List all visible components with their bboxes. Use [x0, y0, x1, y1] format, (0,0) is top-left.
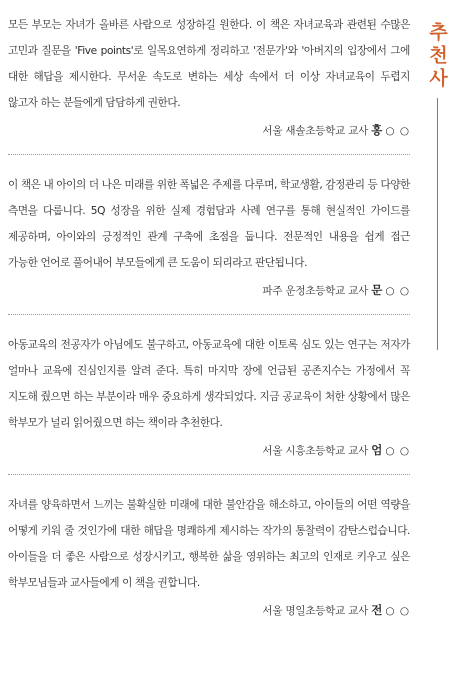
recommender-masked-name: ○ ○: [385, 125, 410, 137]
recommender-affiliation: 서울 명일초등학교 교사: [262, 605, 369, 617]
dotted-divider: [8, 474, 410, 475]
recommender-masked-name: ○ ○: [385, 285, 410, 297]
recommender-affiliation: 파주 운정초등학교 교사: [262, 285, 369, 297]
recommendation-text: 자녀를 양육하면서 느끼는 불확실한 미래에 대한 불안감을 해소하고, 아이들의 어떤 역량을 어떻게 키워 줄 것인가에 대한 해답을 명쾌하게 제시하는 작가의 통찰력이 감탄스럽습니다. 아이들을 더 좋은 사람으로 성장시키고, 행복한 삶을 영위하는 최고의 인재로 키우고 싶은 학부모님들과 교사들에게 이 책을 권합니다.: [8, 499, 410, 589]
recommendation-text: 이 책은 내 아이의 더 나은 미래를 위한 폭넓은 주제를 다루며, 학교생활, 감정관리 등 다양한 측면을 다룹니다. 5Q 성장을 위한 실제 경험담과 사례 연구를 통해 현실적인 가이드를 제공하며, 아이와의 긍정적인 관계 구축에 초점을 둡니다. 전문적인 내용을 쉽게 접근 가능한 언어로 풀어내어 부모들에게 큰 도움이 되리라고 판단됩니다.: [8, 179, 410, 269]
recommender-signature: [8, 282, 410, 299]
recommender-masked-name: ○ ○: [385, 445, 410, 457]
recommendation-2: [8, 172, 410, 299]
recommender-surname: 엄: [371, 443, 383, 457]
recommender-affiliation: 서울 새솔초등학교 교사: [262, 125, 369, 137]
recommendations-list: [8, 12, 410, 619]
recommender-surname: 문: [371, 283, 383, 297]
recommender-affiliation: 서울 시흥초등학교 교사: [262, 445, 369, 457]
recommender-masked-name: ○ ○: [385, 605, 410, 617]
recommender-signature: [8, 442, 410, 459]
recommendation-text: 모든 부모는 자녀가 올바른 사람으로 성장하길 원한다. 이 책은 자녀교육과 관련된 수많은 고민과 질문을 'Five points'로 일목요연하게 정리하고 '전문가'와 '아버지의 입장에서 그에 대한 해답을 제시한다. 무서운 속도로 변하는 세상 속에서 더 이상 자녀교육이 두렵지 않고자 하는 분들에게 담담하게 권한다.: [8, 19, 410, 109]
dotted-divider: [8, 154, 410, 155]
recommendation-text: 아동교육의 전공자가 아님에도 불구하고, 아동교육에 대한 이토록 심도 있는 연구는 저자가 얼마나 교육에 진심인지를 알려 준다. 특히 마지막 장에 언급된 공존지수는 가정에서 꼭 지도해 줬으면 하는 부분이라 매우 중요하게 생각되었다. 지금 공교육이 처한 상황에서 많은 학부모가 널리 읽어줬으면 하는 책이라 추천한다.: [8, 339, 410, 429]
recommender-signature: [8, 602, 410, 619]
recommender-signature: [8, 122, 410, 139]
recommender-surname: 홍: [371, 123, 383, 137]
dotted-divider: [8, 314, 410, 315]
recommendation-4: [8, 492, 410, 619]
side-heading: [424, 22, 454, 91]
recommender-surname: 전: [371, 603, 383, 617]
recommendation-1: [8, 12, 410, 139]
side-title: 추천사: [426, 22, 448, 91]
recommendation-3: [8, 332, 410, 459]
side-accent-line: [437, 98, 438, 350]
